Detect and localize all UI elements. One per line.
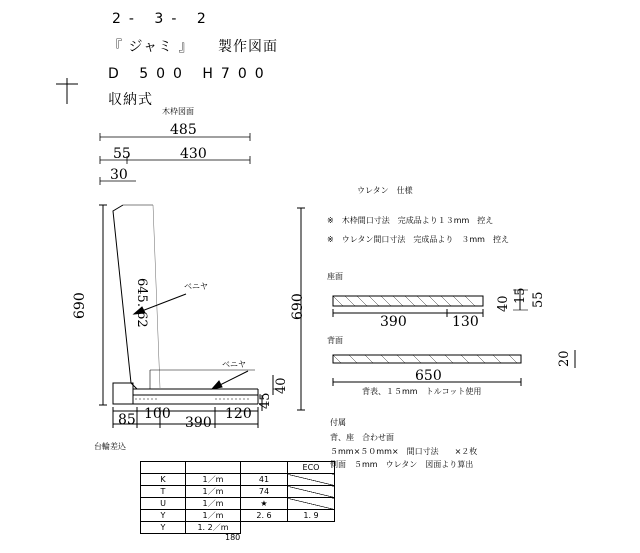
accessory-line-1: 背、座 合わせ面: [330, 433, 394, 442]
table-cell: K: [141, 474, 186, 486]
table-row: [141, 510, 335, 522]
table-cell: 1／m: [186, 474, 241, 486]
dim-45: 45: [258, 392, 273, 409]
frame-drawing-title: 木枠図面: [162, 107, 194, 116]
dim-690-left: 690: [72, 292, 88, 319]
table-cell: 1. 2／m: [186, 522, 241, 534]
table-row: [141, 522, 335, 534]
back-dim-20: 20: [557, 350, 572, 367]
table-cell: U: [141, 498, 186, 510]
product-name: 『 ジャミ 』: [108, 39, 194, 55]
seat-label: 座面: [327, 272, 343, 281]
registration-mark: [56, 78, 78, 104]
veneer-leaders: [134, 294, 248, 389]
accessory-line-2: ５mm×５０mm× 間口寸法 ×２枚: [330, 447, 478, 456]
table-row: [141, 474, 335, 486]
veneer-label-back: ベニヤ: [184, 282, 208, 291]
table-cell: Y: [141, 522, 186, 534]
table-cell: 1／m: [186, 498, 241, 510]
table-row: [141, 486, 335, 498]
document-title: 製作図面: [218, 39, 278, 55]
urethane-note-1: ※ 木枠間口寸法 完成品より１３mm 控え: [327, 216, 494, 225]
table-cell: 74: [241, 486, 288, 498]
accessory-line-3: 側面 ５mm ウレタン 図面より算出: [330, 460, 474, 469]
drawing-number: 2- 3- 2: [112, 11, 214, 27]
frame-profile: [99, 205, 282, 431]
product-type: 収納式: [108, 92, 153, 108]
veneer-label-base: ベニヤ: [222, 360, 246, 369]
table-title: 台輪差込: [94, 442, 126, 451]
table-cell: 1／m: [186, 486, 241, 498]
urethane-spec-title: ウレタン 仕様: [357, 186, 413, 195]
table-header-row: [141, 462, 335, 474]
dim-100: 100: [144, 406, 171, 422]
back-label: 背面: [327, 336, 343, 345]
table-header-cell: [186, 462, 241, 474]
dim-645-62: 645. 62: [134, 278, 149, 328]
accessory-title: 付属: [330, 418, 346, 427]
dim-390: 390: [185, 415, 212, 431]
table-cell: T: [141, 486, 186, 498]
table-row: [141, 498, 335, 510]
table-cell: 41: [241, 474, 288, 486]
table-cell: 1／m: [186, 510, 241, 522]
back-urethane: [333, 350, 575, 386]
table-header-eco: ECO: [288, 462, 335, 474]
table-header-cell: [241, 462, 288, 474]
dim-85: 85: [118, 412, 136, 428]
table-cell: 1. 9: [288, 510, 335, 522]
seat-dim-55: 55: [531, 291, 546, 308]
price-table: [140, 461, 335, 534]
dim-690-right: 690: [290, 293, 306, 320]
table-cell: Y: [141, 510, 186, 522]
seat-dim-390: 390: [380, 314, 407, 330]
table-cell: ★: [241, 498, 288, 510]
dim-55: 55: [113, 146, 131, 162]
back-note: 背表、１５mm トルコット使用: [362, 387, 482, 396]
table-header-cell: [141, 462, 186, 474]
dim-430: 430: [180, 146, 207, 162]
dim-120: 120: [225, 406, 252, 422]
seat-dim-40: 40: [496, 295, 511, 312]
dim-30: 30: [110, 167, 128, 183]
table-cell-struck: [288, 474, 335, 486]
table-cell-struck: [288, 486, 335, 498]
table-footer: 180: [225, 533, 241, 542]
table-cell: [241, 522, 288, 534]
product-size: D 500 H700: [108, 66, 272, 82]
table-cell: 2. 6: [241, 510, 288, 522]
urethane-note-2: ※ ウレタン間口寸法 完成品より ３mm 控え: [327, 235, 509, 244]
seat-dim-130: 130: [452, 314, 479, 330]
seat-dim-15: 15: [513, 287, 528, 304]
back-dim-650: 650: [415, 368, 442, 384]
table-cell: [288, 522, 335, 534]
dim-40: 40: [274, 377, 289, 394]
dim-485: 485: [170, 122, 197, 138]
table-cell-struck: [288, 498, 335, 510]
